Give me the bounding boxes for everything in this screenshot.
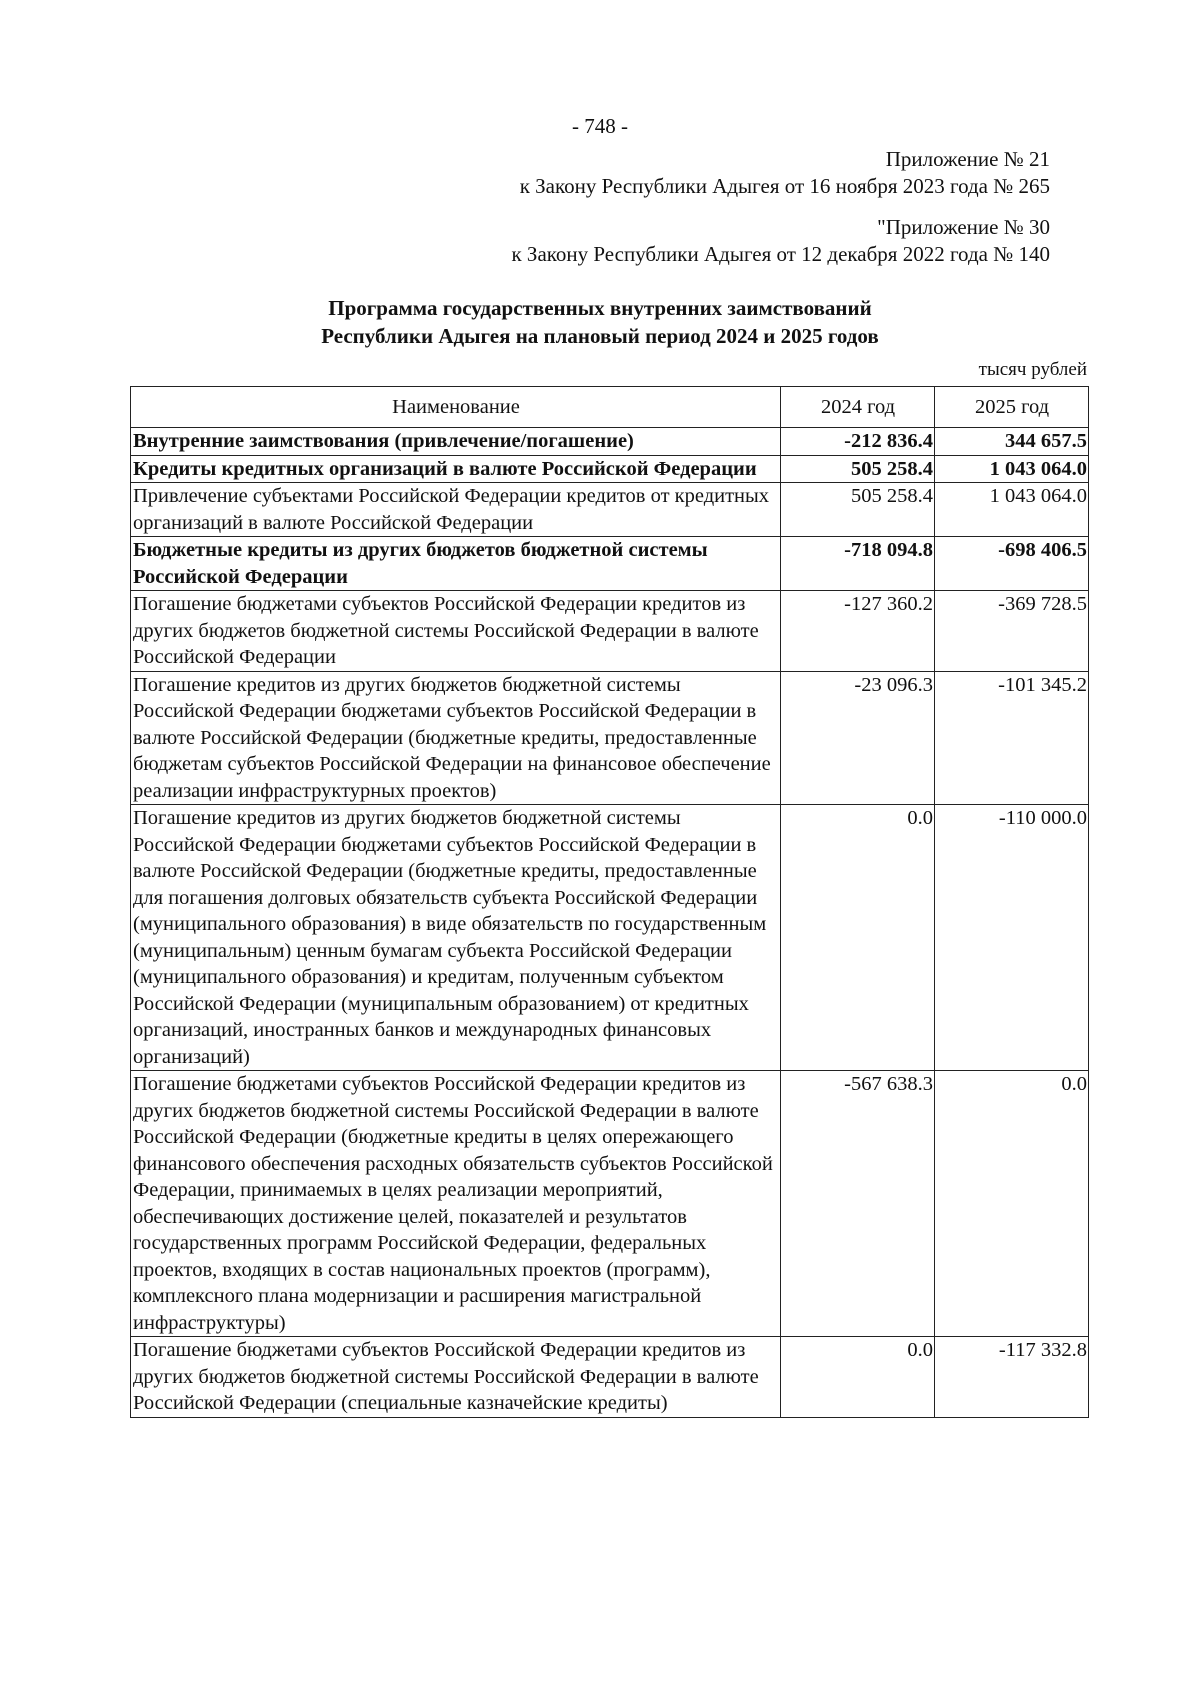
row-value-2025: 1 043 064.0 <box>935 483 1089 537</box>
table-row <box>131 805 1089 1071</box>
appendix-current <box>520 146 1050 200</box>
row-value-2024: 505 258.4 <box>781 455 935 483</box>
appendix-previous-law: к Закону Республики Адыгея от 12 декабря 2022 года № 140 <box>511 242 1050 266</box>
row-value-2025: -369 728.5 <box>935 591 1089 672</box>
row-value-2024: -23 096.3 <box>781 671 935 805</box>
row-value-2025: 1 043 064.0 <box>935 455 1089 483</box>
row-value-2024: -567 638.3 <box>781 1071 935 1337</box>
appendix-previous <box>511 214 1050 268</box>
row-value-2025: -117 332.8 <box>935 1337 1089 1418</box>
row-name: Погашение бюджетами субъектов Российской Федерации кредитов из других бюджетов бюджетной системы Российской Федерации в валюте Российской Федерации <box>131 591 781 672</box>
table-row <box>131 1337 1089 1418</box>
appendix-current-number: Приложение № 21 <box>885 147 1050 171</box>
table-row <box>131 428 1089 456</box>
document-title <box>0 294 1200 350</box>
row-value-2024: 0.0 <box>781 1337 935 1418</box>
row-name: Погашение бюджетами субъектов Российской Федерации кредитов из других бюджетов бюджетной системы Российской Федерации в валюте Российской Федерации (специальные казначейские кредиты) <box>131 1337 781 1418</box>
row-value-2025: 344 657.5 <box>935 428 1089 456</box>
table-row <box>131 591 1089 672</box>
row-value-2025: -110 000.0 <box>935 805 1089 1071</box>
document-title-line-2: Республики Адыгея на плановый период 2024 и 2025 годов <box>321 324 879 348</box>
header-2024: 2024 год <box>781 387 935 428</box>
table-row <box>131 671 1089 805</box>
table-row <box>131 455 1089 483</box>
row-name: Бюджетные кредиты из других бюджетов бюджетной системы Российской Федерации <box>131 537 781 591</box>
table-row <box>131 483 1089 537</box>
document-title-line-1: Программа государственных внутренних заимствований <box>328 296 872 320</box>
row-name: Кредиты кредитных организаций в валюте Российской Федерации <box>131 455 781 483</box>
row-value-2025: -101 345.2 <box>935 671 1089 805</box>
table-header-row <box>131 387 1089 428</box>
appendix-previous-number: "Приложение № 30 <box>877 215 1050 239</box>
header-2025: 2025 год <box>935 387 1089 428</box>
table-row <box>131 1071 1089 1337</box>
units-label: тысяч рублей <box>978 359 1087 380</box>
row-value-2025: -698 406.5 <box>935 537 1089 591</box>
row-value-2024: -212 836.4 <box>781 428 935 456</box>
row-value-2024: -127 360.2 <box>781 591 935 672</box>
row-value-2024: 0.0 <box>781 805 935 1071</box>
row-name: Погашение кредитов из других бюджетов бюджетной системы Российской Федерации бюджетами субъектов Российской Федерации в валюте Российской Федерации (бюджетные кредиты, предоставленные бюджетам субъектов Российской Федерации на финансовое обеспечение реализации инфраструктурных проектов) <box>131 671 781 805</box>
row-value-2024: -718 094.8 <box>781 537 935 591</box>
row-name: Погашение кредитов из других бюджетов бюджетной системы Российской Федерации бюджетами субъектов Российской Федерации в валюте Российской Федерации (бюджетные кредиты, предоставленные для погашения долговых обязательств субъекта Российской Федерации (муниципального образования) в виде обязательств по государственным (муниципальным) ценным бумагам субъекта Российской Федерации (муниципального образования) и кредитам, полученным субъектом Российской Федерации (муниципальным образованием) от кредитных организаций, иностранных банков и международных финансовых организаций) <box>131 805 781 1071</box>
page-number: - 748 - <box>572 114 628 138</box>
row-name: Погашение бюджетами субъектов Российской Федерации кредитов из других бюджетов бюджетной системы Российской Федерации в валюте Российской Федерации (бюджетные кредиты в целях опережающего финансового обеспечения расходных обязательств субъектов Российской Федерации, принимаемых в целях реализации мероприятий, обеспечивающих достижение целей, показателей и результатов государственных программ Российской Федерации, федеральных проектов, входящих в состав национальных проектов (программ), комплексного плана модернизации и расширения магистральной инфраструктуры) <box>131 1071 781 1337</box>
header-name: Наименование <box>131 387 781 428</box>
row-value-2025: 0.0 <box>935 1071 1089 1337</box>
row-name: Привлечение субъектами Российской Федерации кредитов от кредитных организаций в валюте Российской Федерации <box>131 483 781 537</box>
borrowings-table <box>130 386 1089 1418</box>
table-row <box>131 537 1089 591</box>
row-name: Внутренние заимствования (привлечение/погашение) <box>131 428 781 456</box>
appendix-current-law: к Закону Республики Адыгея от 16 ноября 2023 года № 265 <box>519 174 1050 198</box>
row-value-2024: 505 258.4 <box>781 483 935 537</box>
